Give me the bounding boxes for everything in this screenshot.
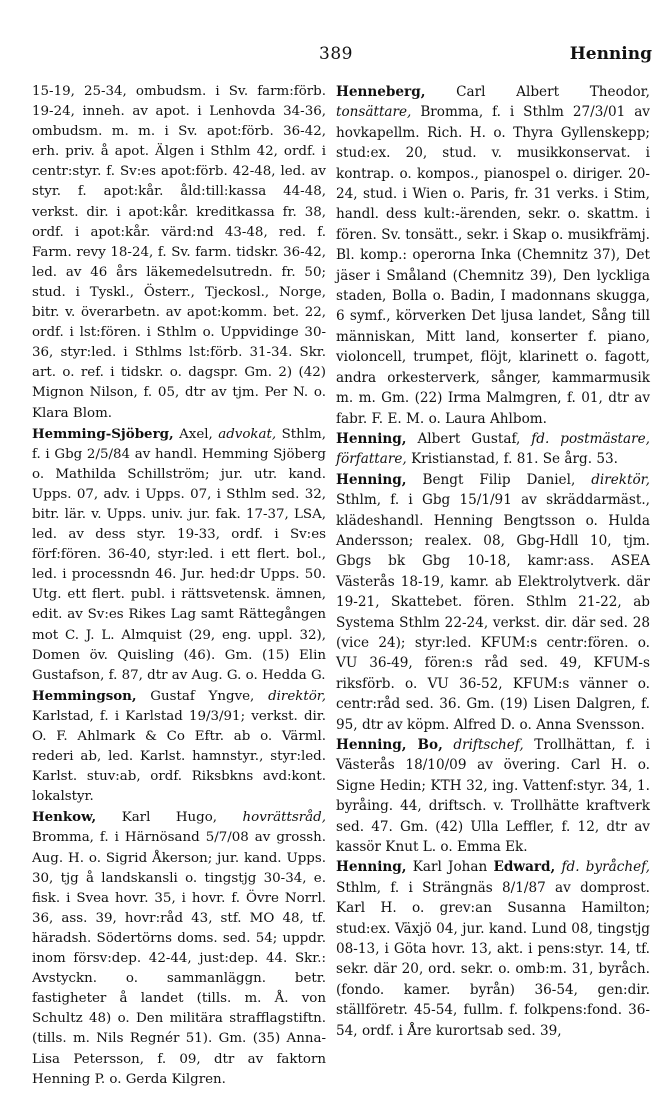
entry-occupation: fd. postmästare, författare,	[336, 430, 650, 468]
entry-given-names: Gustaf Yngve,	[136, 688, 269, 704]
entry-occupation: advokat,	[218, 426, 277, 442]
entry-body: Kristianstad, f. 81. Se årg. 53.	[406, 451, 618, 468]
page-number: 389	[319, 44, 353, 64]
entry-body: Bromma, f. i Sthlm 27/3/01 av hovkapellm. Rich. H. o. Thyra Gyllenskepp; stud:ex. 20, stud. v. musikkonservat. i kontrap. o. kompos., pianospel o. diriger. 20-24, stud. i Wien o. Paris, fr. 31 verks. i Stim, handl. dess kult:-ärenden, sekr. o. skattm. i fören. Sv. tonsätt., sekr. i Skap o. musikfrämj. Bl. komp.: operorna Inka (Chemnitz 37), Det jäser i Småland (Chemnitz 39), Den lyckliga staden, Bolla o. Badin, I madonnans skugga, 6 symf., körverken Det ljusa landet, Sång till människan, Mitt land, konserter f. piano, violoncell, trumpet, flöjt, klarinett o. fagott, andra orkesterverk, sånger, kammarmusik m. m. Gm. (22) Irma Malmgren, f. 01, dtr av fabr. F. E. M. o. Laura Ahlbom.	[336, 104, 650, 427]
entry-body: Bromma, f. i Härnösand 5/7/08 av grossh. Aug. H. o. Sigrid Åkerson; jur. kand. Upps. 30, tjg å landskansli o. tingstjg 30-34, e. fisk. i Svea hovr. 35, i hovr. f. Övre Norrl. 36, ass. 39, hovr:råd 43, stf. MO 48, tf. häradsh. Södertörns doms. sed. 54; uppdr. inom försv:dep. 42-44, just:dep. 44. Skr.: Avstyckn. o. sammanläggn. betr. fastigheter å landet (tills. m. Å. von Schultz 48) o. Den militära strafflagstiftn. (tills. m. Nils Regnér 51). Gm. (35) Anna-Lisa Petersson, f. 09, dtr av faktorn Henning P. o. Gerda Kilgren.	[32, 830, 326, 1087]
entry-body: Sthlm, f. i Gbg 15/1/91 av skräddarmäst., klädeshandl. Henning Bengtsson o. Hulda Andersson; realex. 08, Gbg-Hdll 10, tjm. Gbgs bk Gbg 10-18, kamr:ass. ASEA Västerås 18-19, kamr. ab Elektrolytverk. där 19-21, Skattebet. fören. Sthlm 21-22, ab Systema Sthlm 22-24, verkst. dir. där sed. 28 (vice 24); styr:led. KFUM:s centr:fören. o. VU 36-49, fören:s råd sed. 49, KFUM-s riksförb. o. VU 36-52, KFUM:s vänner o. centr:råd sed. 36. Gm. (19) Lisen Dalgren, f. 95, dtr av köpm. Alfred D. o. Anna Svensson.	[336, 492, 650, 733]
entry-body: Sthlm, f. i Gbg 2/5/84 av handl. Hemming Sjöberg o. Mathilda Schillström; jur. utr. kand. Upps. 07, adv. i Upps. 07, i Sthlm sed. 32, bitr. lär. v. Upps. univ. jur. fak. 17-37, LSA, led. av dess styr. 19-33, ordf. i Sv:es förf:fören. 36-40, styr:led. i ett flert. bol., led. i processndn 46. Jur. hed:dr Upps. 50. Utg. ett flert. publ. i rättsvetensk. ämnen, edit. av Sv:es Rikes Lag samt Rättegången mot C. J. L. Almquist (29, eng. uppl. 32), Domen öv. Quisling (46). Gm. (15) Elin Gustafson, f. 87, dtr av Aug. G. o. Hedda G.	[32, 426, 327, 683]
entry-henning-bo	[336, 735, 650, 857]
entry-body: Sthlm, f. i Strängnäs 8/1/87 av domprost. Karl H. o. grev:an Susanna Hamilton; stud:ex. Växjö 04, jur. kand. Lund 08, tingstjg 08-13, i Göta hovr. 13, akt. i pens:styr. 14, tf. sekr. där 20, ord. sekr. o. omb:m. 31, byråch. (fondo. kamer. byrån) 36-54, gen:dir. ställföretr. 45-54, fullm. f. folkpens:fond. 36-54, ordf. i Åre kurortsab sed. 39,	[336, 879, 650, 1039]
entry-occupation: hovrättsråd,	[242, 810, 326, 826]
entry-occupation: driftschef,	[453, 737, 524, 753]
entry-hemmingson	[32, 686, 326, 808]
entry-henning-albert	[336, 429, 650, 470]
entry-surname: Henning, Bo,	[336, 737, 443, 753]
running-head: Henning	[569, 44, 652, 64]
entry-given-names: Karl Hugo,	[96, 810, 243, 826]
entry-surname: Henning,	[336, 430, 407, 447]
continuation-text: 15-19, 25-34, ombudsm. i Sv. farm:förb. 19-24, inneh. av apot. i Lenhovda 34-36, ombudsm. m. m. i Sv. apot:förb. 36-42, erh. priv. å apot. Älgen i Sthlm 42, ordf. i centr:styr. f. Sv:es apot:förb. 42-48, led. av styr. f. apot:kår. åld:till:kassa 44-48, verkst. dir. i apot:kår. kreditkassa fr. 38, ordf. i apot:kår. värd:nd 43-48, red. f. Farm. revy 18-24, f. Sv. farm. tidskr. 36-42, led. av 46 års läkemedelsutredn. fr. 50; stud. i Tyskl., Österr., Tjeckosl., Norge, bitr. v. överarbetn. av apot:komm. bet. 22, ordf. i lst:fören. i Sthlm o. Uppvidinge 30-36, styr:led. i Sthlms lst:förb. 31-34. Skr. art. o. ref. i tidskr. o. dagspr. Gm. 2) (42) Mignon Nilson, f. 05, dtr av tjm. Per N. o. Klara Blom.	[32, 84, 326, 421]
entry-occupation: fd. byråchef,	[555, 859, 650, 876]
entry-body: Karlstad, f. i Karlstad 19/3/91; verkst. dir. O. F. Ahlmark & Co Eftr. ab o. Värml. rederi ab, led. Karlst. hamnstyr., styr:led. Karlst. stuv:ab, ordf. Riksbkns avd:kont. lokalstyr.	[32, 708, 326, 805]
entry-surname: Hemmingson,	[32, 687, 137, 704]
entry-body: Trollhättan, f. i Västerås 18/10/09 av övering. Carl H. o. Signe Hedin; KTH 32, ing. Vattenf:styr. 34, 1. byråing. 44, driftsch. v. Trollhätte kraftverk sed. 47. Gm. (42) Ulla Leffler, f. 12, dtr av kassör Knut L. o. Emma Ek.	[336, 737, 650, 856]
entry-henkow	[32, 807, 326, 1089]
entry-surname: Henning,	[336, 471, 407, 488]
entry-surname: Henning,	[336, 859, 407, 876]
entry-given-names: Albert Gustaf,	[406, 430, 532, 447]
entry-given-names: Karl Johan	[406, 859, 494, 876]
entry-called-name: Edward,	[493, 859, 556, 876]
right-column	[336, 82, 650, 1041]
entry-given-names: Axel,	[173, 426, 219, 442]
entry-surname: Henkow,	[32, 809, 97, 826]
entry-surname: Hemming-Sjöberg,	[32, 425, 174, 442]
entry-given-names: Bengt Filip Daniel,	[406, 471, 592, 488]
entry-henneberg	[336, 82, 650, 429]
entry-given-names: Carl Albert Theodor,	[425, 84, 650, 100]
entry-given-names	[443, 737, 454, 753]
entry-occupation: direktör,	[591, 471, 650, 488]
entry-hemming-sjoberg	[32, 424, 326, 686]
left-column	[32, 82, 326, 1090]
entry-henning-edward	[336, 857, 650, 1041]
entry-occupation: direktör,	[268, 688, 326, 704]
entry-surname: Henneberg,	[336, 84, 426, 100]
entry-occupation: tonsättare,	[336, 104, 412, 121]
entry-henning-bengt	[336, 470, 650, 735]
